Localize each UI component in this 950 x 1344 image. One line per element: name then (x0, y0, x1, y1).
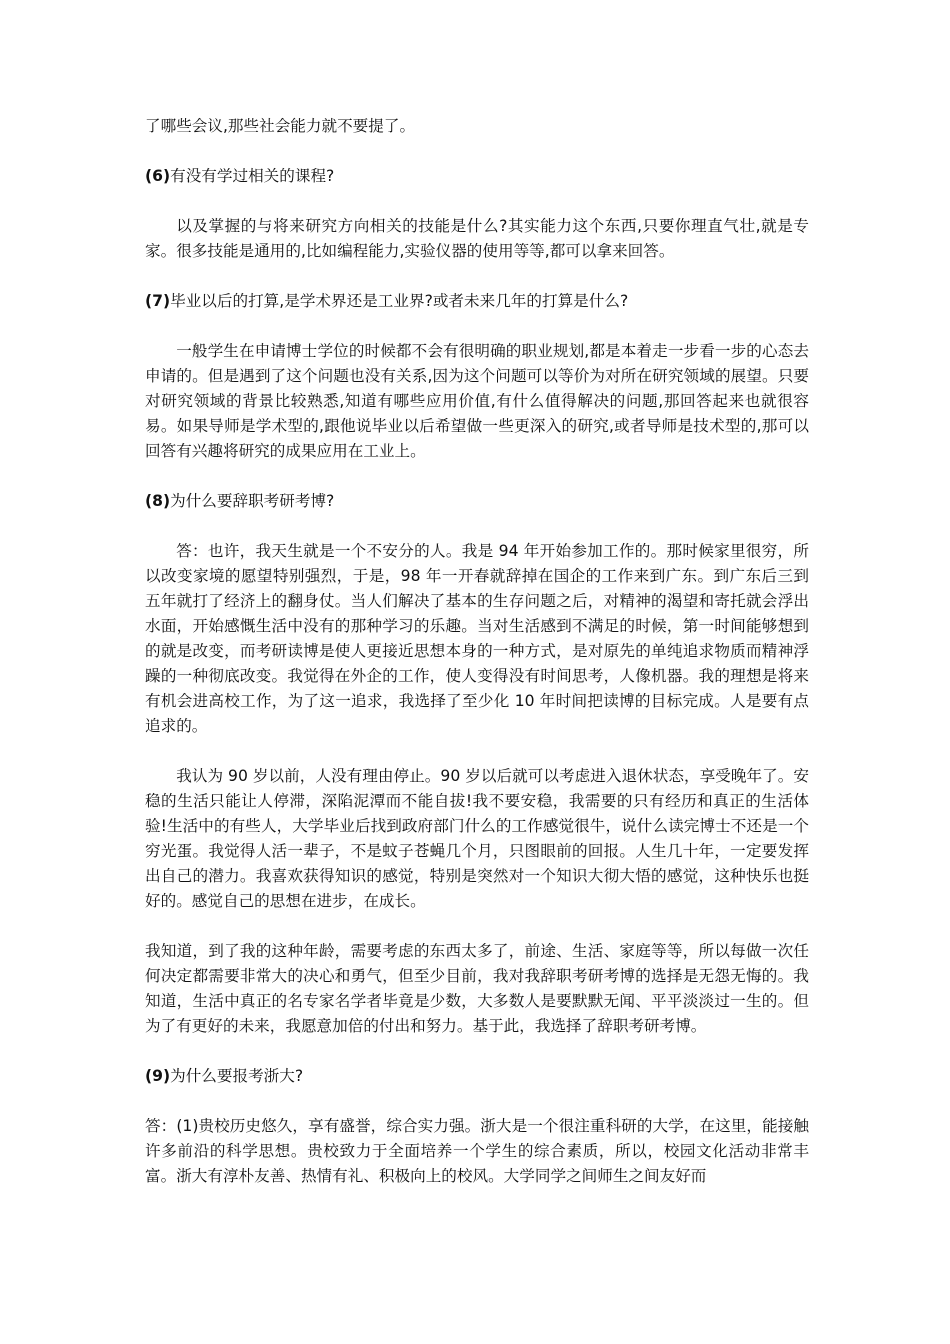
answer-paragraph-8c: 我知道，到了我的这种年龄，需要考虑的东西太多了，前途、生活、家庭等等，所以每做一次任何决定都需要非常大的决心和勇气，但至少目前，我对我辞职考研考博的选择是无怨无悔的。我知道，生活中真正的名专家名学者毕竟是少数，大多数人是要默默无闻、平平淡淡过一生的。但为了有更好的未来，我愿意加倍的付出和努力。基于此，我选择了辞职考研考博。 (145, 942, 809, 1035)
question-text-8: 为什么要辞职考研考博? (170, 492, 335, 510)
question-text-7: 毕业以后的打算,是学术界还是工业界?或者未来几年的打算是什么? (170, 292, 629, 310)
answer-paragraph-8a: 答：也许，我天生就是一个不安分的人。我是 94 年开始参加工作的。那时候家里很穷，所以改变家境的愿望特别强烈，于是，98 年一开春就辞掉在国企的工作来到广东。到广东后三到五年就打了经济上的翻身仗。当人们解决了基本的生存问题之后，对精神的渴望和寄托就会浮出水面，开始感慨生活中没有的那种学习的乐趣。当对生活感到不满足的时候，第一时间能够想到的就是改变，而考研读博是使人更接近思想本身的一种方式，是对原先的单纯追求物质而精神浮躁的一种彻底改变。我觉得在外企的工作，使人变得没有时间思考，人像机器。我的理想是将来有机会进高校工作，为了这一追求，我选择了至少化 10 年时间把读博的目标完成。人是要有点追求的。 (145, 542, 809, 735)
question-heading-8 (145, 489, 809, 514)
question-number-8: (8) (145, 492, 171, 510)
question-number-6: (6) (145, 167, 171, 185)
question-text-9: 为什么要报考浙大? (170, 1067, 304, 1085)
question-heading-7 (145, 289, 809, 314)
paragraph-intro-fragment: 了哪些会议,那些社会能力就不要提了。 (145, 117, 416, 135)
answer-paragraph-6: 以及掌握的与将来研究方向相关的技能是什么?其实能力这个东西,只要你理直气壮,就是专家。很多技能是通用的,比如编程能力,实验仪器的使用等等,都可以拿来回答。 (145, 217, 809, 260)
question-number-7: (7) (145, 292, 171, 310)
question-number-9: (9) (145, 1067, 171, 1085)
document-body (145, 114, 809, 1214)
question-heading-9 (145, 1064, 809, 1089)
answer-paragraph-7: 一般学生在申请博士学位的时候都不会有很明确的职业规划,都是本着走一步看一步的心态去申请的。但是遇到了这个问题也没有关系,因为这个问题可以等价为对所在研究领域的展望。只要对研究领域的背景比较熟悉,知道有哪些应用价值,有什么值得解决的问题,那回答起来也就很容易。如果导师是学术型的,跟他说毕业以后希望做一些更深入的研究,或者导师是技术型的,那可以回答有兴趣将研究的成果应用在工业上。 (145, 342, 809, 460)
answer-paragraph-8b: 我认为 90 岁以前，人没有理由停止。90 岁以后就可以考虑进入退休状态，享受晚年了。安稳的生活只能让人停滞，深陷泥潭而不能自拔!我不要安稳，我需要的只有经历和真正的生活体验!生活中的有些人，大学毕业后找到政府部门什么的工作感觉很牛，说什么读完博士不还是一个穷光蛋。我觉得人活一辈子，不是蚊子苍蝇几个月，只图眼前的回报。人生几十年，一定要发挥出自己的潜力。我喜欢获得知识的感觉，特别是突然对一个知识大彻大悟的感觉，这种快乐也挺好的。感觉自己的思想在进步，在成长。 (145, 767, 809, 910)
answer-paragraph-9: 答：(1)贵校历史悠久，享有盛誉，综合实力强。浙大是一个很注重科研的大学，在这里，能接触许多前沿的科学思想。贵校致力于全面培养一个学生的综合素质，所以，校园文化活动非常丰富。浙大有淳朴友善、热情有礼、积极向上的校风。大学同学之间师生之间友好而 (145, 1117, 809, 1185)
question-text-6: 有没有学过相关的课程? (170, 167, 335, 185)
question-heading-6 (145, 164, 809, 189)
